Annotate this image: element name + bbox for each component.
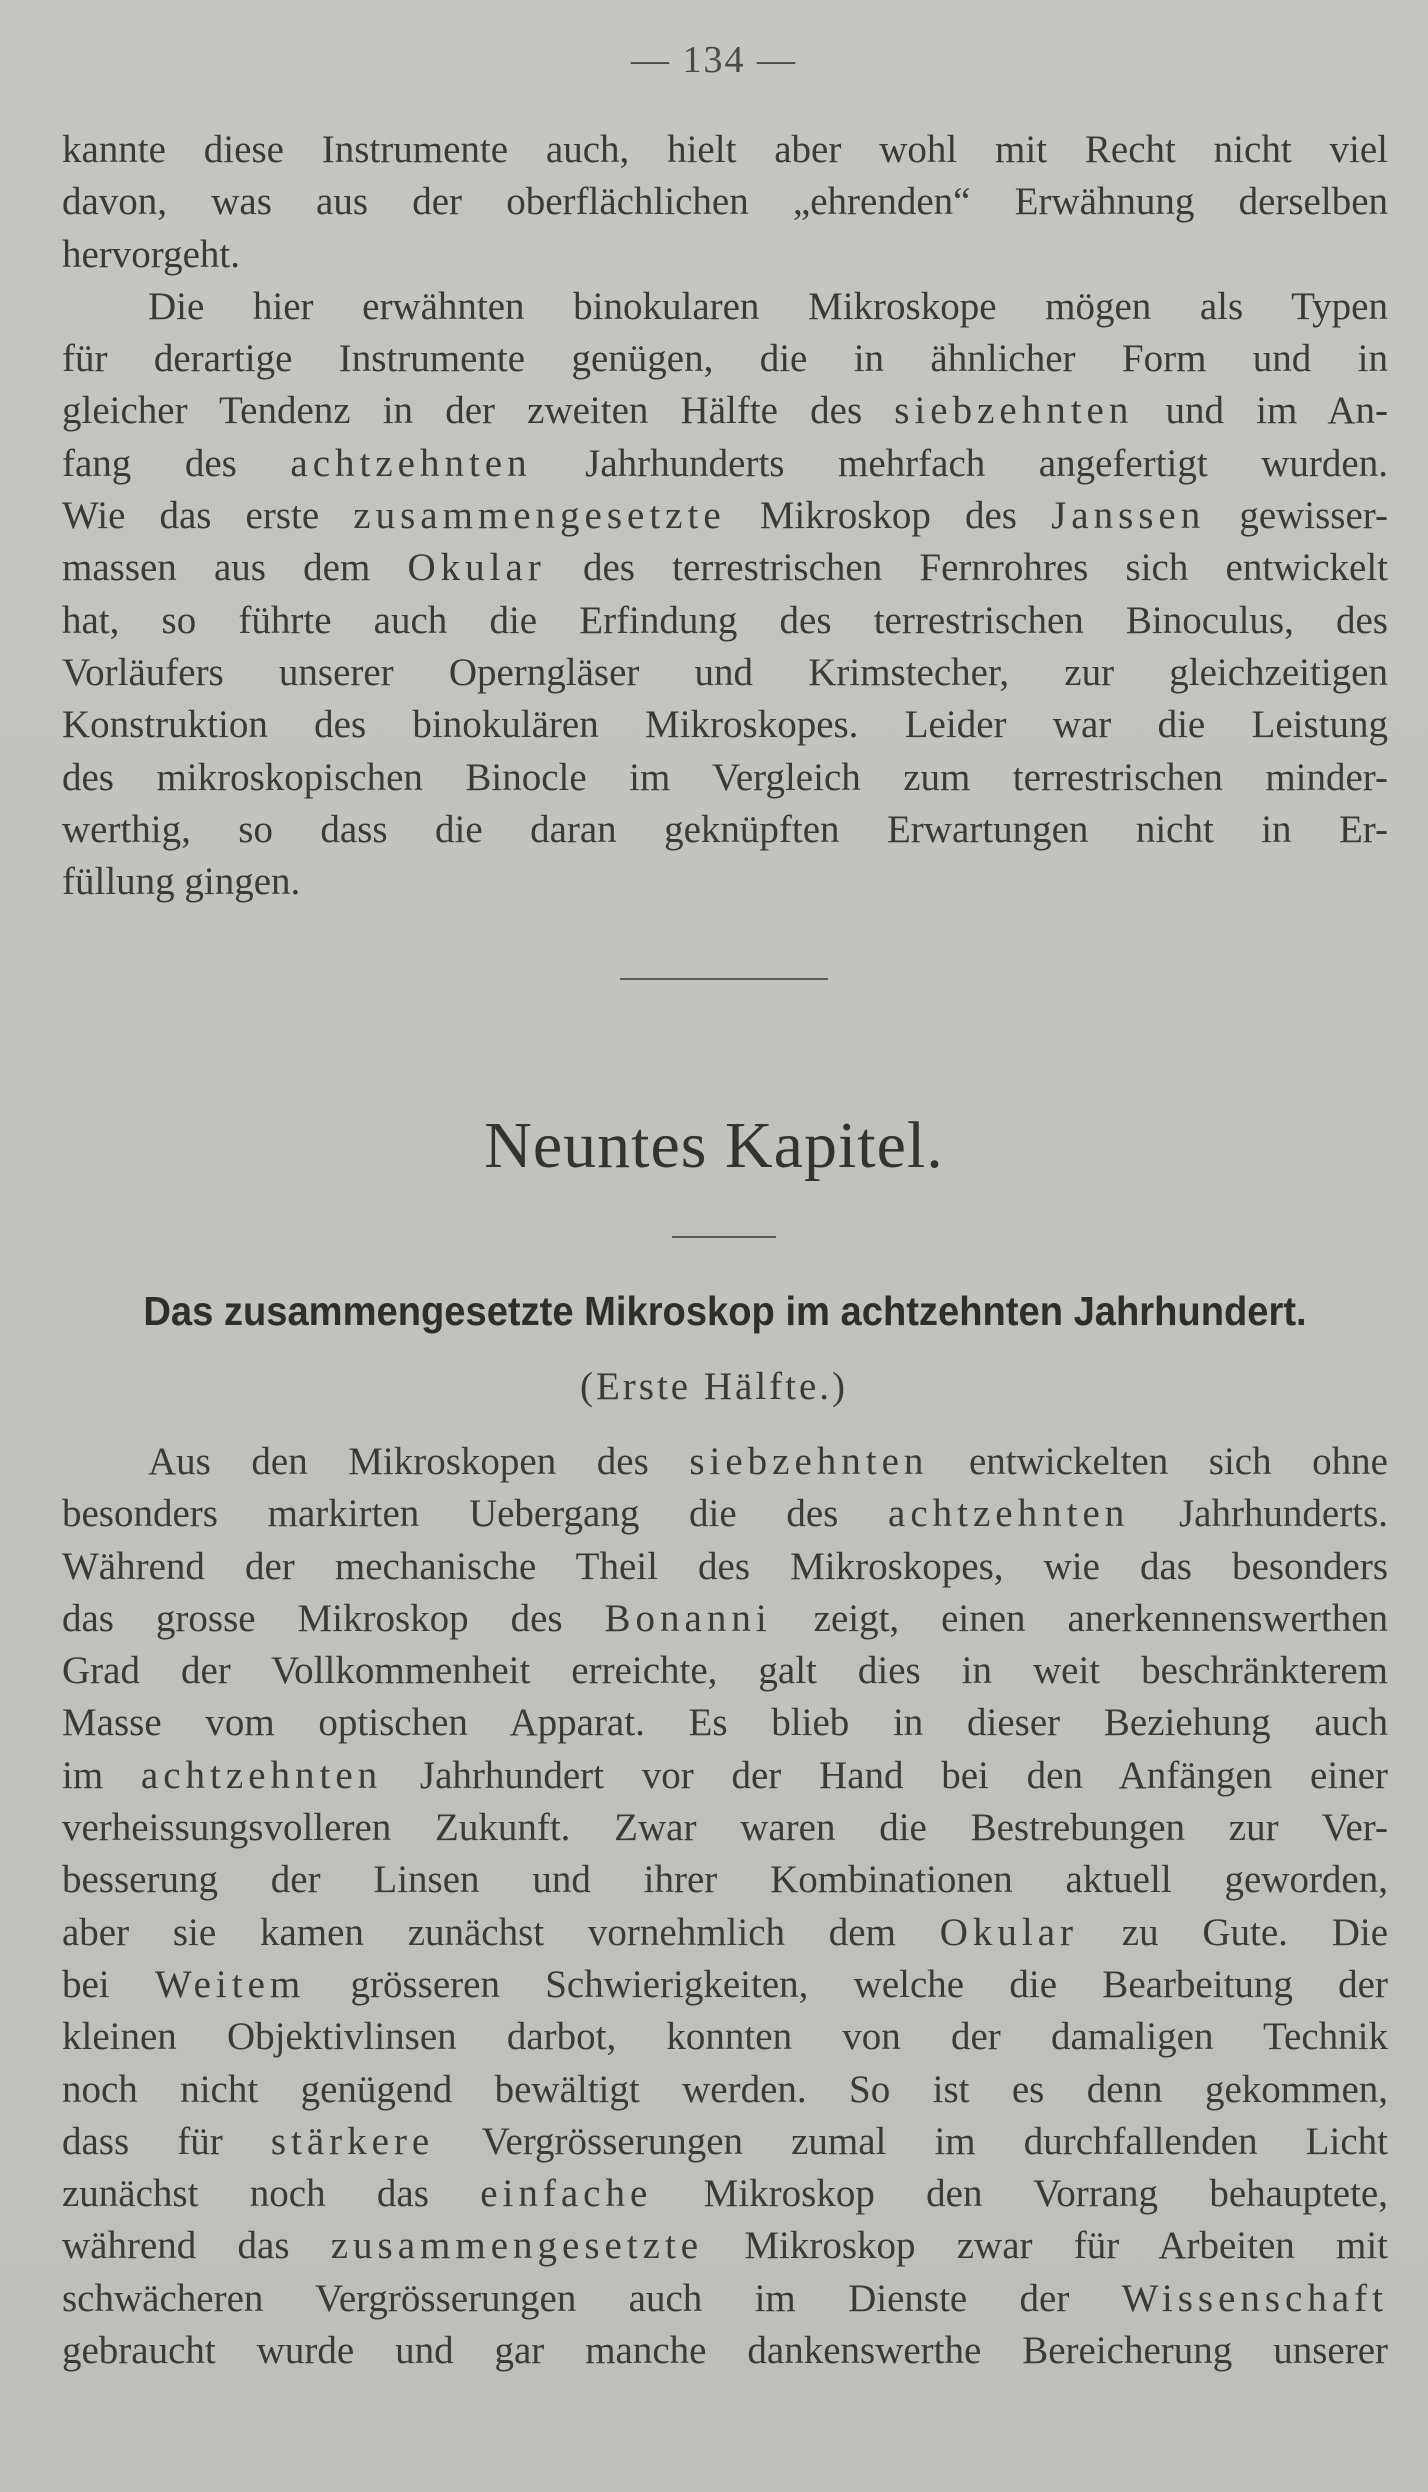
text-line: massen aus dem Okular des terrestrischen Fernrohres sich entwickelt <box>62 546 1388 590</box>
text-line: dass für stärkere Vergrösserungen zumal im durchfallenden Licht <box>62 2119 1388 2163</box>
text-line: verheissungsvolleren Zukunft. Zwar waren die Bestrebungen zur Ver- <box>62 1806 1388 1850</box>
text-line: während das zusammengesetzte Mikroskop zwar für Arbeiten mit <box>62 2224 1388 2268</box>
chapter-title: Neuntes Kapitel. <box>484 1109 944 1182</box>
paragraph <box>62 124 1388 281</box>
bottom-text-block <box>62 1436 1388 2377</box>
text-line: Konstruktion des binokulären Mikroskopes. Leider war die Leistung <box>62 703 1388 747</box>
chapter-divider <box>672 1236 776 1238</box>
text-line: das grosse Mikroskop des Bonanni zeigt, einen anerkennenswerthen <box>62 1596 1388 1640</box>
paragraph <box>62 281 1388 909</box>
top-text-block <box>62 124 1388 908</box>
text-line: hervorgeht. <box>62 232 240 276</box>
text-line: Wie das erste zusammengesetzte Mikroskop des Janssen gewisser- <box>62 494 1388 538</box>
text-line: aber sie kamen zunächst vornehmlich dem Okular zu Gute. Die <box>62 1910 1388 1954</box>
text-line: schwächeren Vergrösserungen auch im Dienste der Wissenschaft <box>62 2276 1388 2320</box>
text-line: Während der mechanische Theil des Mikroskopes, wie das besonders <box>62 1544 1388 1588</box>
text-line: davon, was aus der oberflächlichen „ehrenden“ Erwähnung derselben <box>62 180 1388 224</box>
text-line: fang des achtzehnten Jahrhunderts mehrfach angefertigt wurden. <box>62 441 1388 485</box>
section-title: Das zusammengesetzte Mikroskop im achtzehnten Jahrhundert. <box>143 1288 1307 1334</box>
text-line: gleicher Tendenz in der zweiten Hälfte des siebzehnten und im An- <box>62 389 1388 433</box>
text-line: hat, so führte auch die Erfindung des terrestrischen Binoculus, des <box>62 598 1388 642</box>
text-line: kleinen Objektivlinsen darbot, konnten von der damaligen Technik <box>62 2015 1388 2059</box>
text-line: Grad der Vollkommenheit erreichte, galt dies in weit beschränkterem <box>62 1649 1388 1693</box>
text-line: gebraucht wurde und gar manche dankenswerthe Bereicherung unserer <box>62 2329 1388 2373</box>
text-line: besserung der Linsen und ihrer Kombinationen aktuell geworden, <box>62 1858 1388 1902</box>
text-line: Aus den Mikroskopen des siebzehnten entwickelten sich ohne <box>148 1440 1388 1483</box>
section-divider <box>620 978 828 980</box>
text-line: Masse vom optischen Apparat. Es blieb in dieser Beziehung auch <box>62 1701 1388 1745</box>
paragraph <box>62 1436 1388 2377</box>
text-line: Die hier erwähnten binokularen Mikroskope mögen als Typen <box>148 284 1388 328</box>
page-number: — 134 — <box>631 39 797 81</box>
text-line: im achtzehnten Jahrhundert vor der Hand bei den Anfängen einer <box>62 1753 1388 1797</box>
text-line: Vorläufers unserer Operngläser und Krimstecher, zur gleichzeitigen <box>62 650 1388 694</box>
text-line: füllung gingen. <box>62 860 301 904</box>
text-line: werthig, so dass die daran geknüpften Erwartungen nicht in Er- <box>62 807 1388 851</box>
text-line: kannte diese Instrumente auch, hielt aber wohl mit Recht nicht viel <box>62 128 1388 171</box>
text-line: noch nicht genügend bewältigt werden. So ist es denn gekommen, <box>62 2067 1388 2111</box>
section-subtitle: (Erste Hälfte.) <box>579 1365 849 1408</box>
text-line: bei Weitem grösseren Schwierigkeiten, welche die Bearbeitung der <box>62 1962 1388 2006</box>
text-line: besonders markirten Uebergang die des achtzehnten Jahrhunderts. <box>62 1492 1388 1536</box>
text-line: für derartige Instrumente genügen, die in ähnlicher Form und in <box>62 337 1388 381</box>
text-line: zunächst noch das einfache Mikroskop den Vorrang behauptete, <box>62 2172 1388 2216</box>
text-line: des mikroskopischen Binocle im Vergleich zum terrestrischen minder- <box>62 755 1388 799</box>
